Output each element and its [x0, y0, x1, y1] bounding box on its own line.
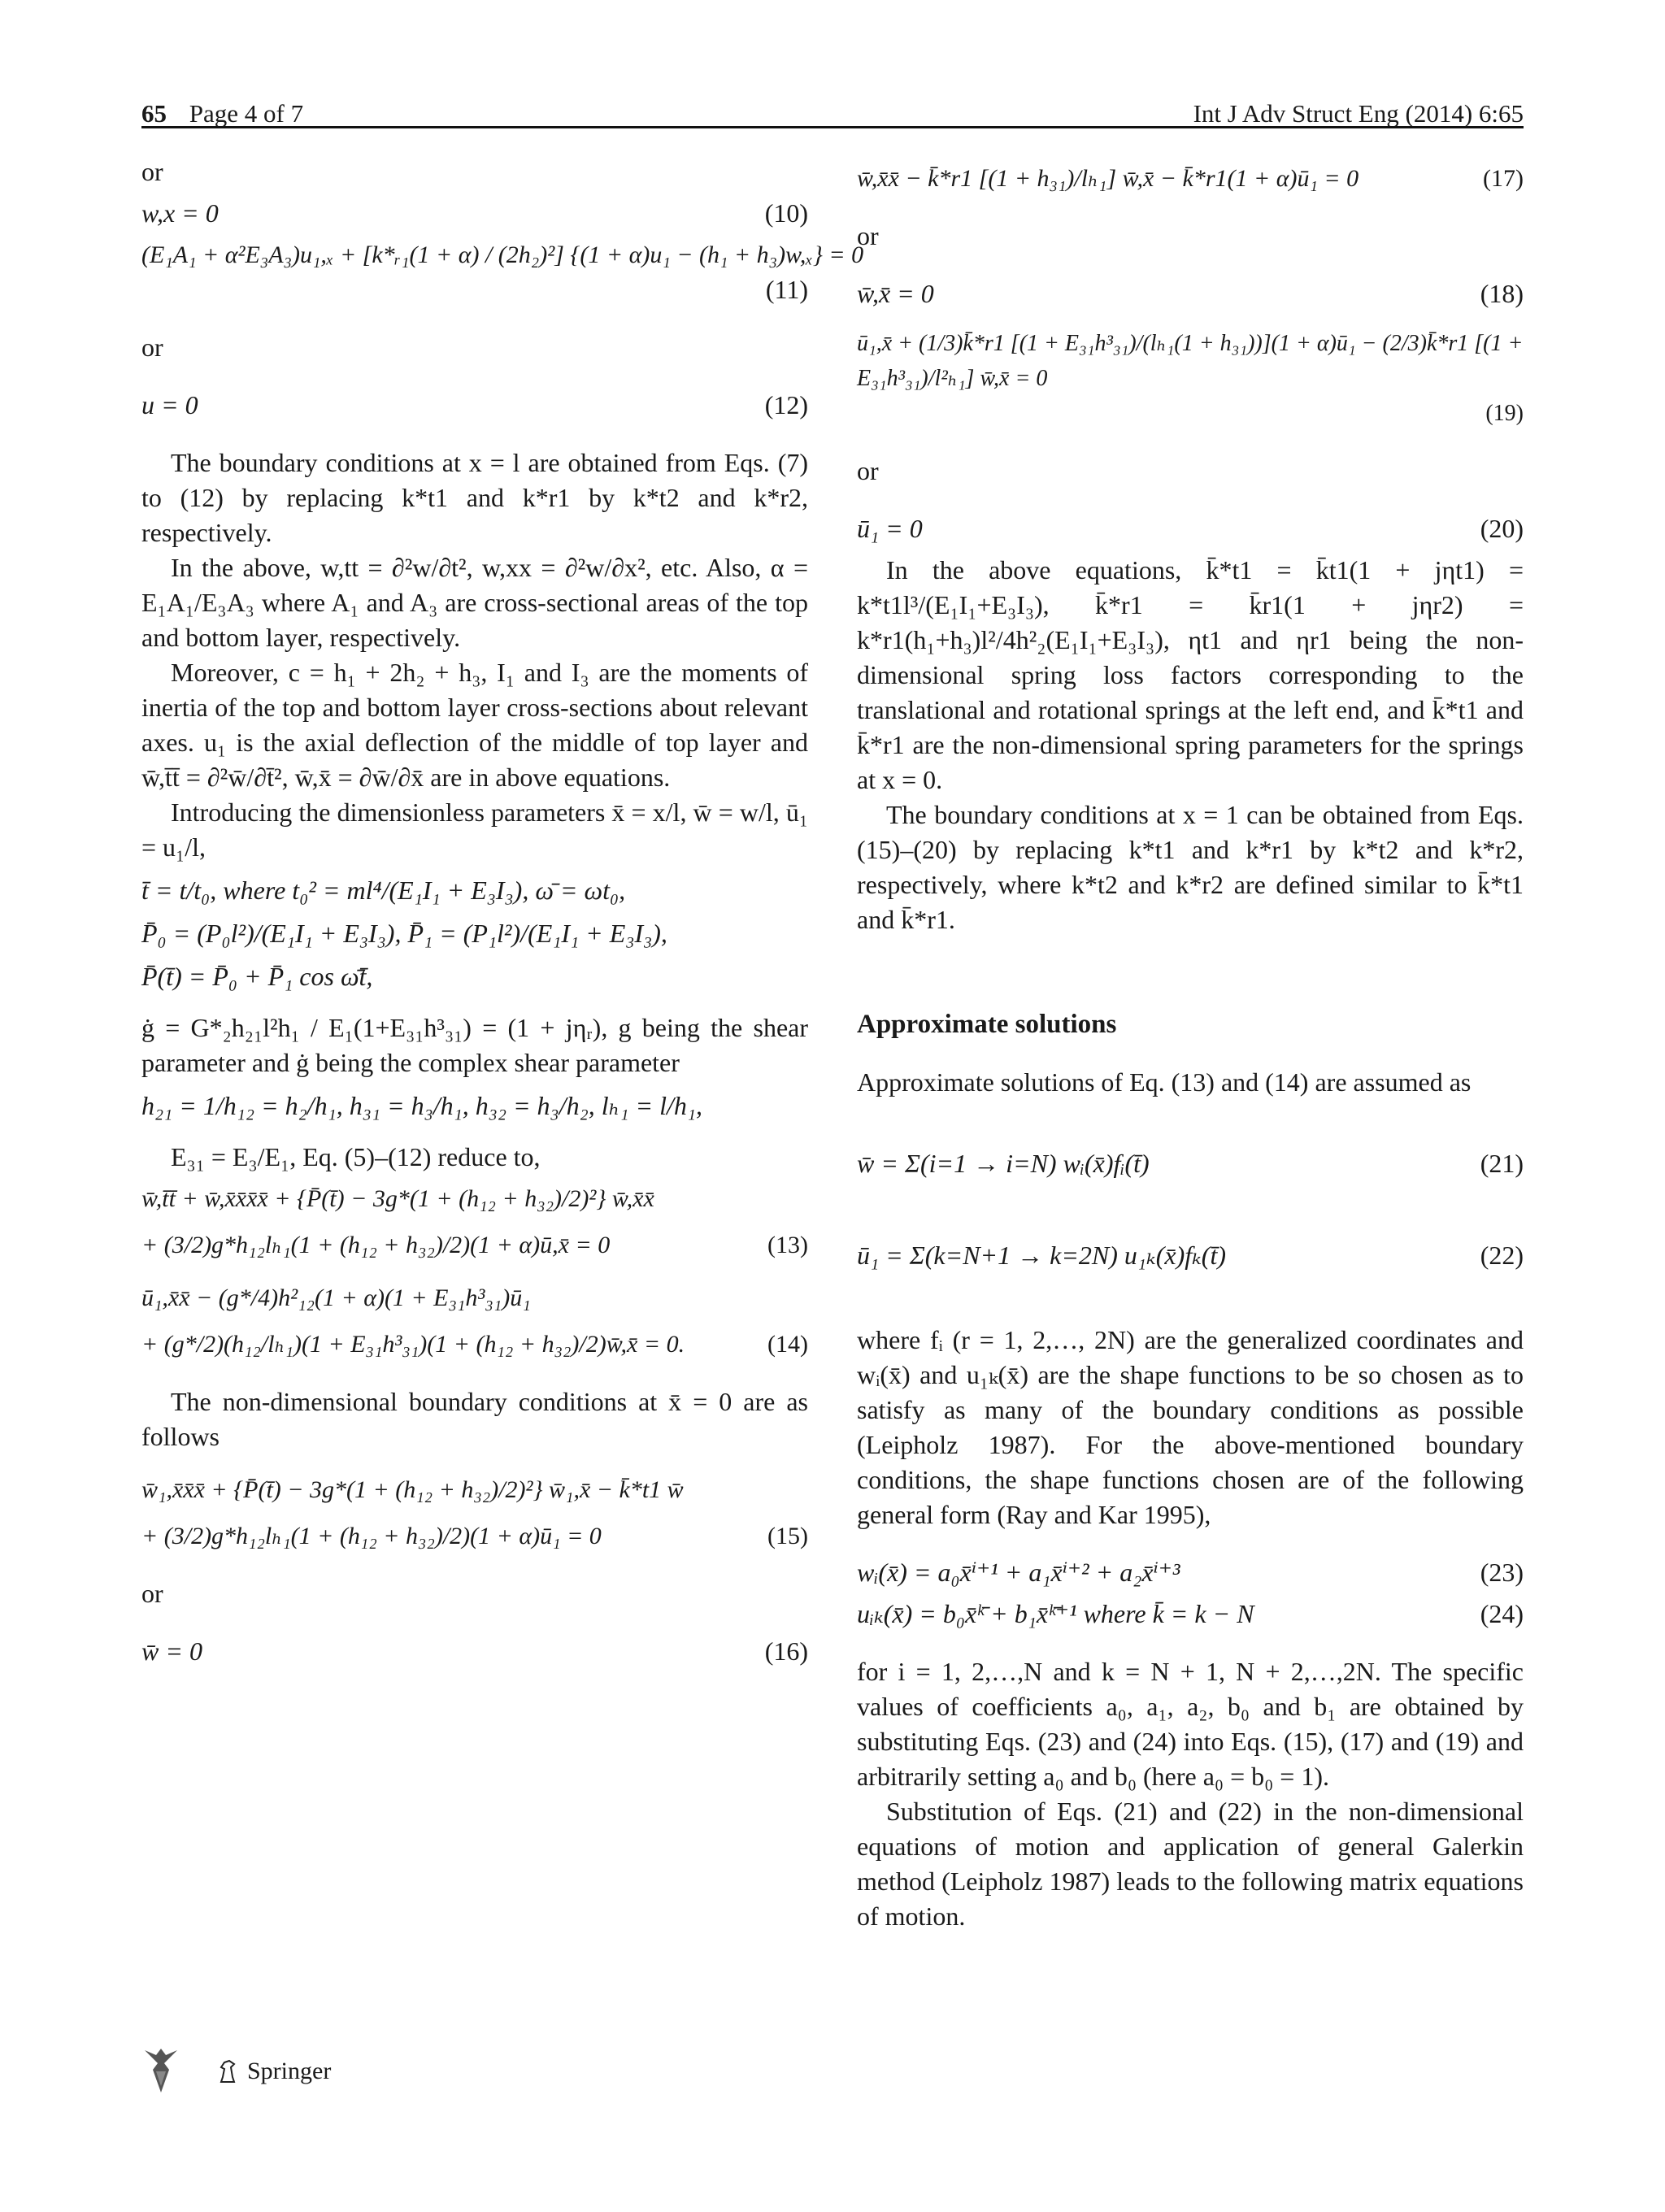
equation-formula: w,x = 0 — [141, 198, 219, 228]
paragraph: Moreover, c = h₁ + 2h₂ + h₃, I₁ and I₃ are the moments of inertia of the top and bottom layer cross-sections about relevant axes. u₁ is the axial deflection of the middle of top layer and w̄,t̄t̄ = ∂²w̄/∂t̄², w̄,x̄ = ∂w̄/∂x̄ are in above equations. — [141, 658, 808, 792]
equation-19 — [857, 326, 1524, 431]
publisher-name: Springer — [247, 2058, 332, 2084]
equation-formula: w̄ = Σ(i=1 → i=N) wᵢ(x̄)fᵢ(t̄) — [857, 1148, 1150, 1178]
equation-13 — [141, 1181, 808, 1262]
page-footer — [141, 2047, 331, 2096]
paragraph: Approximate solutions of Eq. (13) and (14) are assumed as — [857, 1067, 1472, 1097]
equation-17 — [857, 161, 1524, 196]
equation-number: (19) — [1485, 401, 1524, 426]
equation-formula: w̄,x̄ = 0 — [857, 279, 934, 308]
equation-number: (13) — [767, 1232, 808, 1258]
formula-line: t̄ = t/t₀, where t₀² = ml⁴/(E₁I₁ + E₃I₃), ω̄ = ωt₀, — [141, 876, 626, 905]
equation-number: (17) — [1483, 165, 1524, 192]
equation-number: (21) — [1480, 1148, 1524, 1178]
header-rule — [141, 126, 1524, 128]
article-number: 65 — [141, 99, 167, 128]
equation-number: (11) — [765, 275, 808, 304]
journal-citation: Int J Adv Struct Eng (2014) 6:65 — [1193, 99, 1524, 128]
equation-formula: u = 0 — [141, 390, 198, 419]
equation-23 — [857, 1555, 1524, 1590]
equation-number: (18) — [1480, 279, 1524, 308]
running-header — [141, 88, 1524, 128]
equation-line: + (g*/2)(h₁₂/lₕ₁)(1 + E₃₁h³₃₁)(1 + (h₁₂ + h₃₂)/2)w̄,x̄ = 0. — [141, 1331, 685, 1358]
paragraph: In the above equations, k̄*t1 = k̄t1(1 + jηt1) = k*t1l³/(E₁I₁+E₃I₃), k̄*r1 = k̄r1(1 + jηr2) = k*r1(h₁+h₃)l²/4h²₂(E₁I₁+E₃I₃), ηt1 and ηr1 being the non-dimensional spring loss factors corresponding to the translational and rotational springs at the left end, and k̄*t1 and k̄*r1 are the non-dimensional spring parameters for the springs at x = 0. — [857, 555, 1524, 794]
equation-number: (22) — [1480, 1240, 1524, 1270]
equation-formula: ū₁,x̄ + (1/3)k̄*r1 [(1 + E₃₁h³₃₁)/(lₕ₁(1 + h₃₁))](1 + α)ū₁ − (2/3)k̄*r1 [(1 + E₃₁h³₃₁)/l²ₕ₁] w̄,x̄ = 0 — [857, 331, 1524, 391]
or-text: or — [857, 456, 879, 485]
equation-21 — [857, 1123, 1524, 1204]
or-text: or — [857, 221, 879, 250]
page-label: Page 4 of 7 — [189, 99, 304, 128]
paragraph: for i = 1, 2,…,N and k = N + 1, N + 2,…,2N. The specific values of coefficients a₀, a₁, a₂, b₀ and b₁ are obtained by substituting Eqs. (23) and (24) into Eqs. (15), (17) and (19) and arbitrarily setting a₀ and b₀ (here a₀ = b₀ = 1). — [857, 1657, 1524, 1791]
paragraph: Substitution of Eqs. (21) and (22) in the non-dimensional equations of motion and application of general Galerkin method (Leipholz 1987) leads to the following matrix equations of motion. — [857, 1797, 1524, 1931]
equation-formula: wᵢ(x̄) = a₀x̄ⁱ⁺¹ + a₁x̄ⁱ⁺² + a₂x̄ⁱ⁺³ — [857, 1558, 1180, 1587]
equation-11 — [141, 237, 864, 307]
header-left — [141, 99, 303, 128]
equation-16 — [141, 1634, 808, 1669]
equation-formula: ū₁ = Σ(k=N+1 → k=2N) u₁ₖ(x̄)fₖ(t̄) — [857, 1240, 1226, 1270]
equation-22 — [857, 1210, 1524, 1300]
equation-line: w̄,t̄t̄ + w̄,x̄x̄x̄x̄ + {P̄(t̄) − 3g*(1 + (h₁₂ + h₃₂)/2)²} w̄,x̄x̄ — [141, 1185, 654, 1212]
equation-number: (15) — [767, 1523, 808, 1549]
or-text: or — [141, 332, 163, 362]
or-text: or — [141, 157, 163, 186]
springer-chess-icon — [213, 2058, 241, 2085]
formula-line: P̄(t̄) = P̄₀ + P̄₁ cos ω̄t̄, — [141, 962, 373, 991]
left-column — [141, 154, 864, 1675]
paragraph: The boundary conditions at x = l are obtained from Eqs. (7) to (12) by replacing k*t1 and k*r1 by k*t2 and k*r2, respectively. — [141, 448, 808, 547]
equation-formula: w̄,x̄x̄ − k̄*r1 [(1 + h₃₁)/lₕ₁] w̄,x̄ − k̄*r1(1 + α)ū₁ = 0 — [857, 165, 1359, 192]
springer-horse-logo-icon — [141, 2047, 180, 2096]
paragraph: The boundary conditions at x = 1 can be obtained from Eqs. (15)–(20) by replacing k*t1 and k*r1 by k*t2 and k*r2, respectively, where k*t2 and k*r2 are defined similar to k̄*t1 and k̄*r1. — [857, 800, 1524, 934]
equation-line: w̄₁,x̄x̄x̄ + {P̄(t̄) − 3g*(1 + (h₁₂ + h₃₂)/2)²} w̄₁,x̄ − k̄*t1 w̄ — [141, 1476, 684, 1503]
equation-number: (23) — [1480, 1558, 1524, 1587]
equation-number: (10) — [764, 198, 808, 228]
equation-line: + (3/2)g*h₁₂lₕ₁(1 + (h₁₂ + h₃₂)/2)(1 + α)ū,x̄ = 0 — [141, 1232, 611, 1258]
equation-line: ū₁,x̄x̄ − (g*/4)h²₁₂(1 + α)(1 + E₃₁h³₃₁)ū₁ — [141, 1284, 531, 1311]
springer-wordmark — [213, 2058, 331, 2085]
paragraph: ġ = G*₂h₂₁l²h₁ / E₁(1+E₃₁h³₃₁) = (1 + jηᵣ), g being the shear parameter and ġ being the complex shear parameter — [141, 1013, 808, 1077]
equation-20 — [857, 511, 1524, 546]
equation-15 — [141, 1472, 808, 1554]
equation-number: (24) — [1480, 1599, 1524, 1628]
equation-10 — [141, 196, 808, 231]
formula-line: P̄₀ = (P₀l²)/(E₁I₁ + E₃I₃), P̄₁ = (P₁l²)/(E₁I₁ + E₃I₃), — [141, 919, 667, 948]
equation-formula: ū₁ = 0 — [857, 514, 923, 543]
equation-number: (20) — [1480, 514, 1524, 543]
equation-24 — [857, 1597, 1524, 1632]
equation-14 — [141, 1280, 808, 1362]
equation-number: (14) — [767, 1331, 808, 1358]
paragraph: where fᵢ (r = 1, 2,…, 2N) are the generalized coordinates and wᵢ(x̄) and u₁ₖ(x̄) are the shape functions to be so chosen as to satisfy as many of the boundary conditions as possible (Leipholz 1987). For the above-mentioned boundary conditions, the shape functions chosen are of the following general form (Ray and Kar 1995), — [857, 1325, 1524, 1529]
equation-formula: w̄ = 0 — [141, 1636, 202, 1666]
equation-12 — [141, 388, 808, 423]
section-heading: Approximate solutions — [857, 1010, 1117, 1039]
paragraph: Introducing the dimensionless parameters x̄ = x/l, w̄ = w/l, ū₁ = u₁/l, — [141, 797, 808, 862]
paragraph: E₃₁ = E₃/E₁, Eq. (5)–(12) reduce to, — [171, 1142, 541, 1171]
formula-line: h₂₁ = 1/h₁₂ = h₂/h₁, h₃₁ = h₃/h₁, h₃₂ = h₃/h₂, lₕ₁ = l/h₁, — [141, 1091, 703, 1120]
equation-formula: (E₁A₁ + α²E₃A₃)u₁,ₓ + [k*ᵣ₁(1 + α) / (2h₂)²] {(1 + α)u₁ − (h₁ + h₃)w,ₓ} = 0 — [141, 241, 864, 268]
or-text: or — [141, 1579, 163, 1608]
right-column — [857, 154, 1524, 1934]
equation-formula: uᵢₖ(x̄) = b₀x̄ᵏ̄ + b₁x̄ᵏ̄⁺¹ where k̄ = k − N — [857, 1599, 1254, 1628]
equation-18 — [857, 276, 1524, 311]
paragraph: The non-dimensional boundary conditions at x̄ = 0 are as follows — [141, 1387, 808, 1451]
equation-number: (12) — [764, 390, 808, 419]
equation-line: + (3/2)g*h₁₂lₕ₁(1 + (h₁₂ + h₃₂)/2)(1 + α)ū₁ = 0 — [141, 1523, 602, 1549]
paragraph: In the above, w,tt = ∂²w/∂t², w,xx = ∂²w/∂x², etc. Also, α = E₁A₁/E₃A₃ where A₁ and A₃ are cross-sectional areas of the top and bottom layer, respectively. — [141, 553, 808, 652]
equation-number: (16) — [764, 1636, 808, 1666]
